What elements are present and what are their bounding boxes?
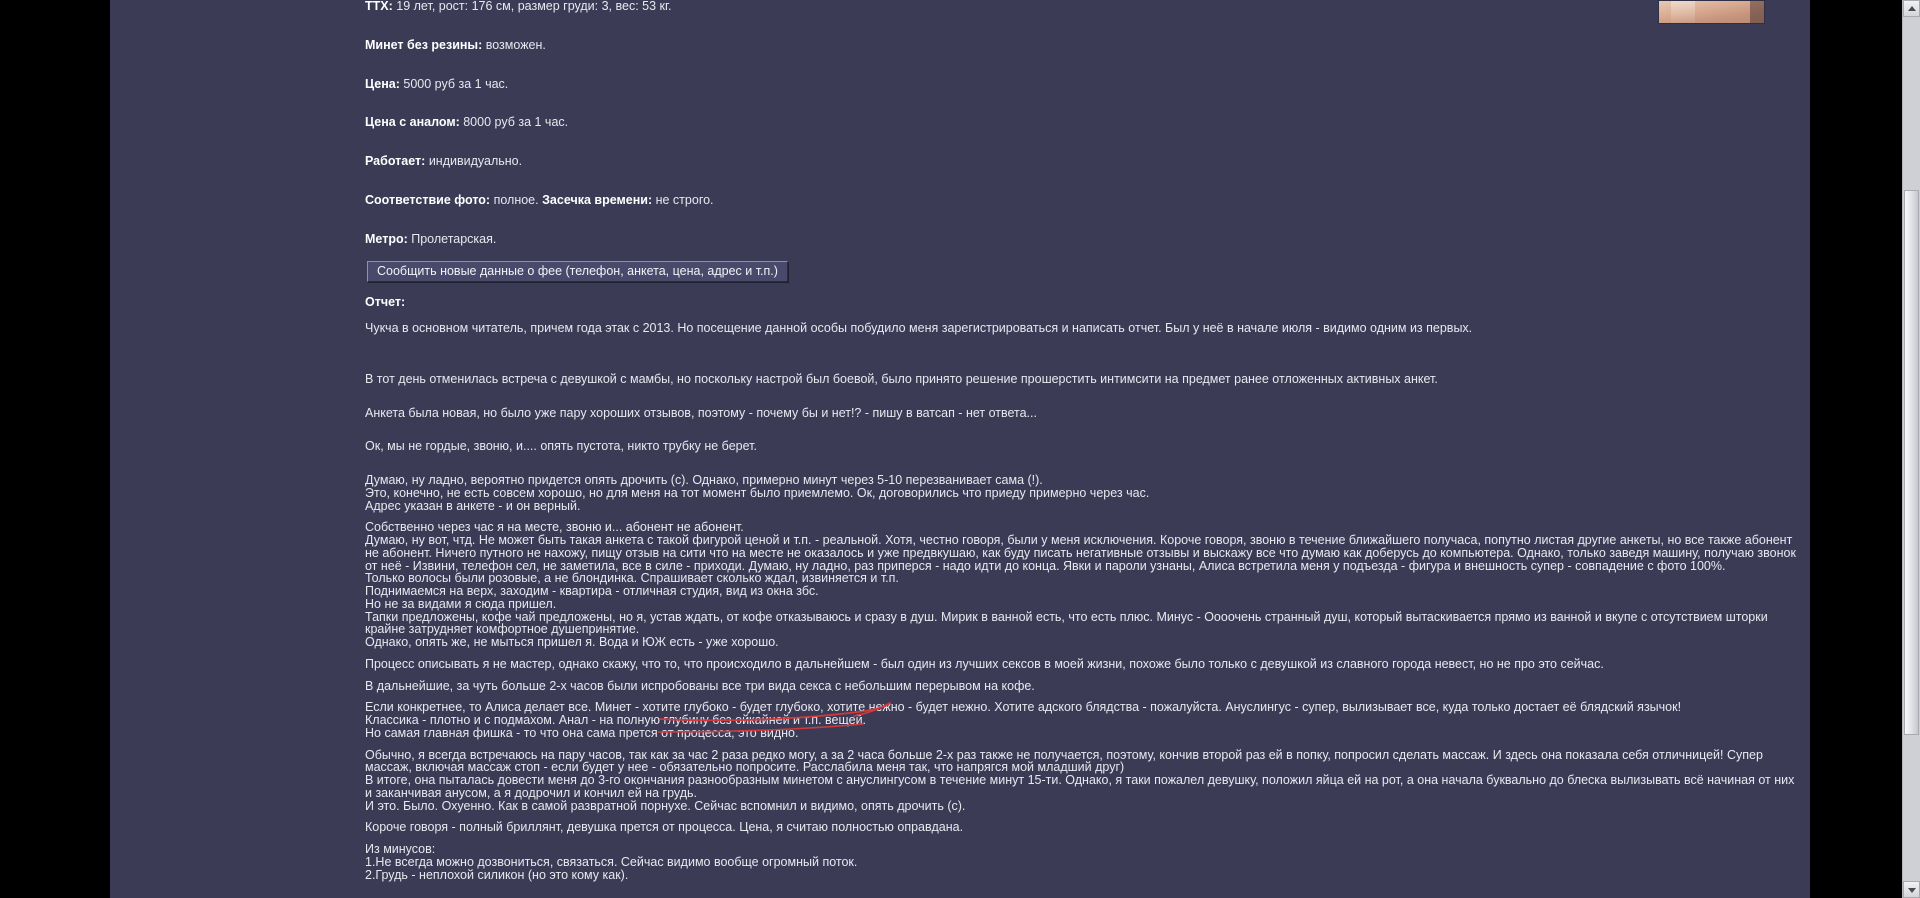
field-photo-match [365, 194, 1798, 207]
report-paragraph: Однако, опять же, не мыться пришел я. Вода и ЮЖ есть - уже хорошо. [365, 635, 779, 649]
report-paragraph: Поднимаемся на верх, заходим - квартира - отличная студия, вид из окна збс. [365, 584, 819, 598]
field-price-anal [365, 116, 1798, 129]
field-price-anal-label: Цена с аналом: [365, 115, 460, 130]
field-price-anal-value: 8000 руб за 1 час. [463, 115, 569, 130]
report-paragraph: Собственно через час я на месте, звоню и... абонент не абонент. [365, 520, 744, 535]
report-paragraph: Чукча в основном читатель, причем года этак с 2013. Но посещение данной особы побудило меня зарегистрироваться и написать отчет. Был у неё в начале июля - видимо одним из первых. [365, 321, 1473, 335]
minus-item: 2.Грудь - неплохой силикон (но это кому как). [365, 867, 629, 882]
field-photo-match-value: полное. [493, 192, 539, 207]
field-time-value: не строго. [655, 192, 714, 207]
report-paragraph: Короче говоря - полный бриллянт, девушка прется от процесса. Цена, я считаю полностью оправдана. [365, 820, 964, 835]
page-scrollbar[interactable] [1902, 0, 1920, 898]
report-paragraph: Адрес указан в анкете - и он верный. [365, 498, 581, 513]
field-ttx-label: ТТХ: [365, 0, 393, 13]
field-price-value: 5000 руб за 1 час. [403, 76, 509, 91]
report-new-data-button[interactable]: Сообщить новые данные о фее (телефон, анкета, цена, адрес и т.п.) [367, 261, 788, 282]
field-blowjob-label: Минет без резины: [365, 37, 483, 52]
field-ttx [365, 0, 1798, 13]
report-paragraph: В дальнейшие, за чуть больше 2-х часов были испробованы все три вида секса с небольшим перерывом на кофе. [365, 678, 1035, 693]
forum-page [110, 0, 1810, 898]
field-metro [365, 233, 1798, 246]
scroll-up-arrow-icon[interactable] [1903, 0, 1920, 17]
field-works [365, 155, 1798, 168]
report-paragraph: Анкета была новая, но было уже пару хороших отзывов, поэтому - почему бы и нет!? - пишу в ватсап - нет ответа... [365, 405, 1037, 420]
field-works-value: индивидуально. [428, 154, 523, 168]
field-price [365, 78, 1798, 91]
report-paragraph: И это. Было. Охуенно. Как в самой развратной порнухе. Сейчас вспомнил и видимо, опять дрочить (с). [365, 798, 966, 813]
report-paragraph: Ок, мы не гордые, звоню, и.... опять пустота, никто трубку не берет. [365, 439, 757, 454]
report-paragraph: Классика - плотно и с подмахом. Анал - на полную глубину без ойкайней и т.п. вещей. [365, 713, 867, 727]
field-blowjob [365, 39, 1798, 52]
field-blowjob-value: возможен. [485, 37, 546, 52]
report-paragraph: Но самая главная фишка - то что она сама прется от процесса, это видно. [365, 725, 799, 740]
scroll-down-arrow-icon[interactable] [1903, 881, 1920, 898]
report-paragraph: Это, конечно, не есть совсем хорошо, но для меня на тот момент было приемлемо. Ок, договорились что приеду примерно через час. [365, 485, 1150, 500]
field-metro-label: Метро: [365, 231, 408, 246]
minus-item: 1.Не всегда можно дозвониться, связаться. Сейчас видимо вообще огромный поток. [365, 854, 858, 869]
report-paragraph: Тапки предложены, кофе чай предложены, но я, устав ждать, от кофе отказываюсь и сразу в душ. Мирик в ванной есть, что есть плюс. Минус - Оооочень странный душ, который вытаскивается прямо из ванной и вкупе с отсутствием шторки крайне затрудняет комфортное душепринятие. [365, 609, 1768, 637]
minuses-heading: Из минусов: [365, 842, 436, 856]
field-time-label: Засечка времени: [542, 192, 653, 207]
report-paragraph: Обычно, я всегда встречаюсь на пару часов, так как за час 2 раза редко могу, а за 2 часа больше 2-х раз также не получается, поэтому, кончив второй раз ей в попку, попросил сделать массаж. И здесь она показала себя отличницей! Супер массаж, включая массаж стоп - если будет у нее - обязательно попросите. Расслабила меня так, что напрягся мой младший друг) [365, 747, 1763, 775]
field-works-label: Работает: [365, 154, 426, 168]
report-paragraph: Думаю, ну ладно, вероятно придется опять дрочить (с). Однако, примерно минут через 5-10 перезванивает сама (!). [365, 473, 1043, 487]
field-photo-match-label: Соответствие фото: [365, 192, 491, 207]
field-price-label: Цена: [365, 76, 400, 91]
report-paragraph: Но не за видами я сюда пришел. [365, 596, 557, 611]
report-paragraph: Думаю, ну вот, чтд. Не может быть такая анкета с такой фигурой ценой и т.п. - реальной. Хотя, честно говоря, были у меня исключения. Короче говоря, звоню в течение ближайшего получаса, попутно листая другие анкеты, но все также абонент не абонент. Ничего путного не нахожу, пищу отзыв на сити что на месте не оказалось и уже предвкушаю, как буду писать негативные отзывы и выскажу все что думаю как доберусь до компьютера. Однако, только заведя машину, получаю звонок от неё - Извини, телефон сел, не заметила, все в силе - приходи. Думаю, ну ладно, раз приперся - надо идти до конца. Явки и пароли узнаны, Алиса встретила меня у подъезда - фигура и внешность супер - совпадение с фото 100%. [365, 533, 1796, 573]
report-paragraph: В тот день отменилась встреча с девушкой с мамбы, но поскольку настрой был боевой, было принято решение прошерстить интимсити на предмет ранее отложенных активных анкет. [365, 371, 1438, 386]
post-content [110, 0, 1810, 881]
scrollbar-thumb[interactable] [1904, 190, 1919, 735]
field-metro-value: Пролетарская. [411, 231, 497, 246]
report-paragraph: В итоге, она пыталась довести меня до 3-го окончания разнообразным минетом с ануслингусом в течение минут 15-ти. Однако, я таки пожалел девушку, положил яйца ей на рот, а она начала буквально до блеска вылизывать всё начиная от них и заканчивая анусом, а я додрочил и кончил ей на грудь. [365, 773, 1795, 800]
report-paragraph: Если конкретнее, то Алиса делает все. Минет - хотите глубоко - будет глубоко, хотите нежно - будет нежно. Хотите адского блядства - пожалуйста. Ануслингус - супер, вылизывает все, куда только достает её блядский язычок! [365, 700, 1682, 715]
report-paragraph: Только волосы были розовые, а не блондинка. Спрашивает сколько ждал, извиняется и т.п. [365, 571, 899, 586]
report-paragraph: Процесс описывать я не мастер, однако скажу, что то, что происходило в дальнейшем - был один из лучших сексов в моей жизни, похоже было только с девушкой из славного города невест, но не про это сейчас. [365, 656, 1604, 671]
field-ttx-value: 19 лет, рост: 176 см, размер груди: 3, вес: 53 кг. [396, 0, 672, 13]
report-heading: Отчет: [365, 295, 406, 310]
